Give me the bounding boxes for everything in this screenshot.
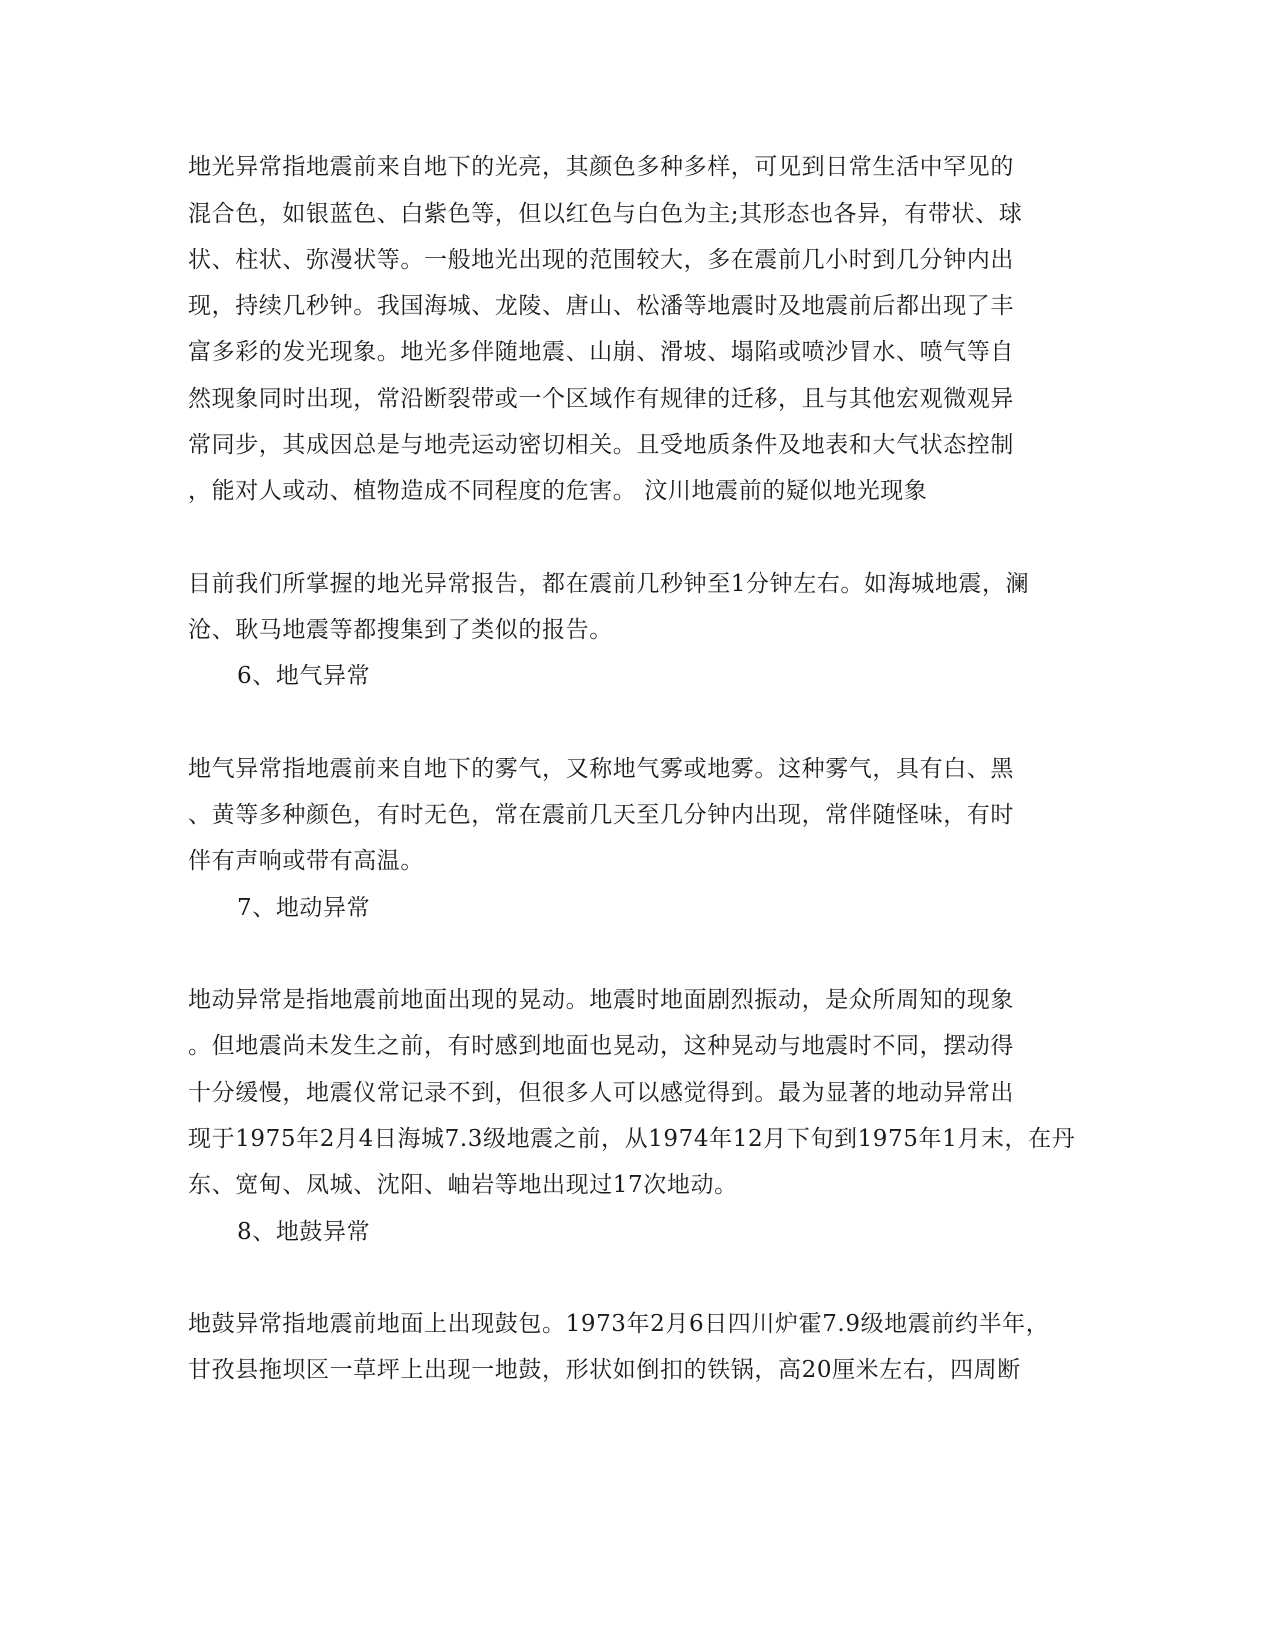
paragraph-line: 目前我们所掌握的地光异常报告，都在震前几秒钟至1分钟左右。如海城地震，澜 bbox=[188, 571, 1030, 597]
paragraph-line: 十分缓慢，地震仪常记录不到，但很多人可以感觉得到。最为显著的地动异常出 bbox=[188, 1080, 1014, 1106]
paragraph-line: 。但地震尚未发生之前，有时感到地面也晃动，这种晃动与地震时不同，摆动得 bbox=[188, 1033, 1014, 1059]
paragraph-line: 地动异常是指地震前地面出现的晃动。地震时地面剧烈振动，是众所周知的现象 bbox=[188, 987, 1014, 1013]
section-heading: 7、地动异常 bbox=[237, 895, 371, 921]
paragraph-line: 现，持续几秒钟。我国海城、龙陵、唐山、松潘等地震时及地震前后都出现了丰 bbox=[188, 293, 1014, 319]
paragraph-line: 混合色，如银蓝色、白紫色等，但以红色与白色为主;其形态也各异，有带状、球 bbox=[188, 201, 1023, 227]
paragraph-line: 地光异常指地震前来自地下的光亮，其颜色多种多样，可见到日常生活中罕见的 bbox=[188, 154, 1014, 180]
paragraph-line: 伴有声响或带有高温。 bbox=[188, 848, 424, 874]
paragraph-line: 地气异常指地震前来自地下的雾气，又称地气雾或地雾。这种雾气，具有白、黑 bbox=[188, 756, 1014, 782]
paragraph-line: 东、宽甸、凤城、沈阳、岫岩等地出现过17次地动。 bbox=[188, 1172, 738, 1198]
paragraph-line: 富多彩的发光现象。地光多伴随地震、山崩、滑坡、塌陷或喷沙冒水、喷气等自 bbox=[188, 339, 1014, 365]
section-heading: 8、地鼓异常 bbox=[237, 1219, 371, 1245]
paragraph-line: 现于1975年2月4日海城7.3级地震之前，从1974年12月下旬到1975年1月末，在丹 bbox=[188, 1126, 1076, 1152]
paragraph-line: 状、柱状、弥漫状等。一般地光出现的范围较大，多在震前几小时到几分钟内出 bbox=[188, 247, 1014, 273]
paragraph-line: 常同步，其成因总是与地壳运动密切相关。且受地质条件及地表和大气状态控制 bbox=[188, 432, 1014, 458]
paragraph-line: 甘孜县拖坝区一草坪上出现一地鼓，形状如倒扣的铁锅，高20厘米左右，四周断 bbox=[188, 1357, 1021, 1383]
paragraph-line: 沧、耿马地震等都搜集到了类似的报告。 bbox=[188, 617, 613, 643]
paragraph-line: 、黄等多种颜色，有时无色，常在震前几天至几分钟内出现，常伴随怪味，有时 bbox=[188, 802, 1014, 828]
paragraph-line: 然现象同时出现，常沿断裂带或一个区域作有规律的迁移，且与其他宏观微观异 bbox=[188, 386, 1014, 412]
section-heading: 6、地气异常 bbox=[237, 663, 371, 689]
paragraph-line: 地鼓异常指地震前地面上出现鼓包。1973年2月6日四川炉霍7.9级地震前约半年， bbox=[188, 1311, 1050, 1337]
paragraph-line: ，能对人或动、植物造成不同程度的危害。 汶川地震前的疑似地光现象 bbox=[188, 478, 928, 504]
